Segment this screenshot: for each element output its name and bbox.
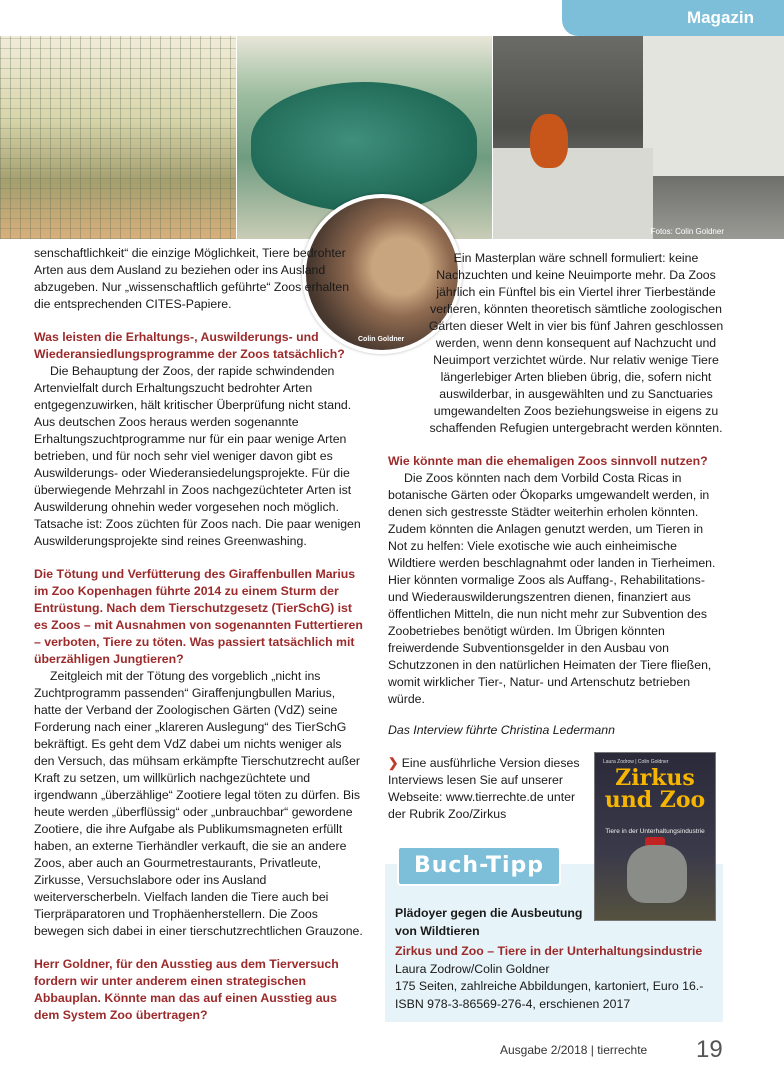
left-paragraph-3: Zeitgleich mit der Tötung des vorgeblich „nicht ins Zuchtprogramm passenden“ Giraffenjungbullen Marius, hatte der Verband der Zoologischen Gärten (VdZ) seine Forderung nach einer „klareren Auslegung“ des TierSchG bekräftigt. Es geht dem VdZ dabei um nichts weniger als den Versuch, das mühsam erkämpfte Tierschutzrecht außer Kraft zu setzen, um willkürlich nachgezüchtete und irgendwann „überzählige“ Zootiere legal töten zu dürfen. Bis heute werden „überflüssig“ oder „unbrauchbar“ gewordene Zootiere, die ihre Aufgabe als Publikumsmagneten erfüllt haben, an externe Tierhändler verkauft, die sie an andere Zoos, aber auch an Gourmetrestaurants, Privatleute, Zirkusse, Versuchslabore oder ins Ausland weiterverscherbeln. Vielfach landen die Tiere auch bei Tierpräparatoren und Trophäenherstellern. Die Zoos bewegen sich dabei in einer tierschutzrechtlichen Grauzone. [34,669,363,938]
concrete-wall [643,36,784,176]
cover-title [595,767,715,811]
book-cover [594,752,716,921]
book-specs: 175 Seiten, zahlreiche Abbildungen, kartoniert, Euro 16.- [395,979,704,993]
footer-issue: Ausgabe 2/2018 | tierrechte [500,1043,648,1057]
photo-credit: Fotos: Colin Goldner [650,227,724,236]
photo-leopards [0,36,236,239]
section-tab [562,0,784,36]
arrow-icon: ❯ [388,756,402,770]
web-link-text: Eine ausführliche Version dieses Interviews lesen Sie auf unserer Webseite: www.tierrechte.de unter der Rubrik Zoo/Zirkus [388,756,580,821]
book-details [395,905,715,1013]
book-heading: Plädoyer gegen die Ausbeutung von Wildtieren [395,906,583,938]
orangutan-figure [530,114,568,168]
book-isbn: ISBN 978-3-86569-276-4, erschienen 2017 [395,996,631,1011]
enclosure-bars [0,36,236,239]
photo-orangutan [493,36,784,239]
right-paragraph-2: Die Zoos könnten nach dem Vorbild Costa Ricas in botanische Gärten oder Ökoparks umgewandelt werden, in denen sich gestresste Städter weiterhin erholen könnten. Zudem könnten die Anlagen genutzt werden, um Tieren in Not zu helfen: Viele exotische wie auch einheimische Wildtiere werden beschlagnahmt oder landen in Tierheimen. Hier könnten vormalige Zoos als Auffang-, Rehabilitations- und Wiederauswilderungszentren dienen, finanziert aus öffentlichen Mitteln, die nun nicht mehr zur Subvention des Zoobetriebes benötigt würden. Im Übrigen könnten freiwerdende Subventionsgelder in den Ausbau von Schutzzonen in den natürlichen Heimaten der Tiere fließen, womit wirklicher Tier-, Natur- und Artenschutz betrieben würde. [388,471,716,706]
question-2: Die Tötung und Verfütterung des Giraffenbullen Marius im Zoo Kopenhagen führte 2014 zu einem Sturm der Entrüstung. Nach dem Tierschutzgesetz (TierSchG) ist es Zoos – mit Ausnahmen von sogenannten Futtertieren – verboten, Tiere zu töten. Was passiert tatsächlich mit überzähligen Jungtieren? [34,567,363,666]
right-paragraph-1: Ein Masterplan wäre schnell formuliert: keine Nachzuchten und keine Neuimporte mehr. Da Zoos jährlich ein Fünftel bis ein Viertel ihrer Tierbestände verlieren, könnten theoretisch sämtliche zoologischen Gärten dieser Welt in vier bis fünf Jahren geschlossen werden, wenn denn konsequent auf Nachzucht und Neuimport verzichtet würde. Nur relativ wenige Tiere längerlebiger Arten blieben übrig, die, sofern nicht auswilderbar, in ausgewählten und zu Sanctuaries umgewandelten Zoos beziehungsweise in eigens zu schaffenden Refugien untergebracht werden könnten. [428,251,724,435]
left-paragraph-2: Die Behauptung der Zoos, der rapide schwindenden Artenvielfalt durch Erhaltungszucht bedrohter Arten entgegenzuwirken, hält kritischer Überprüfung nicht stand. Aus deutschen Zoos heraus werden sogenannte Erhaltungszuchtprogramme nur für ein paar wenige Arten betrieben, und für noch sehr viel weniger davon gibt es Auswilderungs- oder Wiederansiedelungsprojekte. Für die überwiegende Mehrzahl in Zoos nachgezüchteter Arten ist Auswilderung ohnehin weder vorgesehen noch möglich. Tatsache ist: Zoos züchten für Zoos nach. Die paar wenigen Auswilderungsprojekte sind reines Greenwashing. [34,364,361,548]
elephant-icon [627,845,687,903]
right-column [388,250,724,823]
cover-title-line-2: und Zoo [604,787,706,813]
web-link-note [388,755,588,823]
question-4: Wie könnte man die ehemaligen Zoos sinnvoll nutzen? [388,454,708,468]
page-number: 19 [696,1036,723,1063]
cover-subtitle: Tiere in der Unterhaltungsindustrie [605,828,705,835]
section-tab-label: Magazin [686,8,754,27]
book-title: Zirkus und Zoo – Tiere in der Unterhaltungsindustrie [395,944,703,958]
portrait-caption: Colin Goldner [358,336,405,343]
question-3: Herr Goldner, für den Ausstieg aus dem Tierversuch fordern wir unter anderem einen strategischen Abbauplan. Könnte man das auf einen Ausstieg aus dem System Zoo übertragen? [34,957,339,1022]
concrete-ledge [493,148,653,239]
book-tip-logo: Buch-Tipp [397,846,561,886]
interview-credit: Das Interview führte Christina Ledermann [388,723,615,737]
pool [251,82,477,212]
book-authors: Laura Zodrow/Colin Goldner [395,961,550,976]
question-1: Was leisten die Erhaltungs-, Auswilderungs- und Wiederansiedlungsprogramme der Zoos tatsächlich? [34,330,345,361]
cover-authors: Laura Zodrow | Colin Goldner [603,759,669,765]
left-paragraph-1: senschaftlichkeit“ die einzige Möglichkeit, Tiere bedrohter Arten aus dem Ausland zu beziehen oder ins Ausland abzugeben. Nur „wissenschaftlich geführte“ Zoos erhalten die entsprechenden CITES-Papiere. [34,246,350,311]
left-column [34,245,364,1024]
cover-title-line-1: Zirkus [615,765,695,791]
